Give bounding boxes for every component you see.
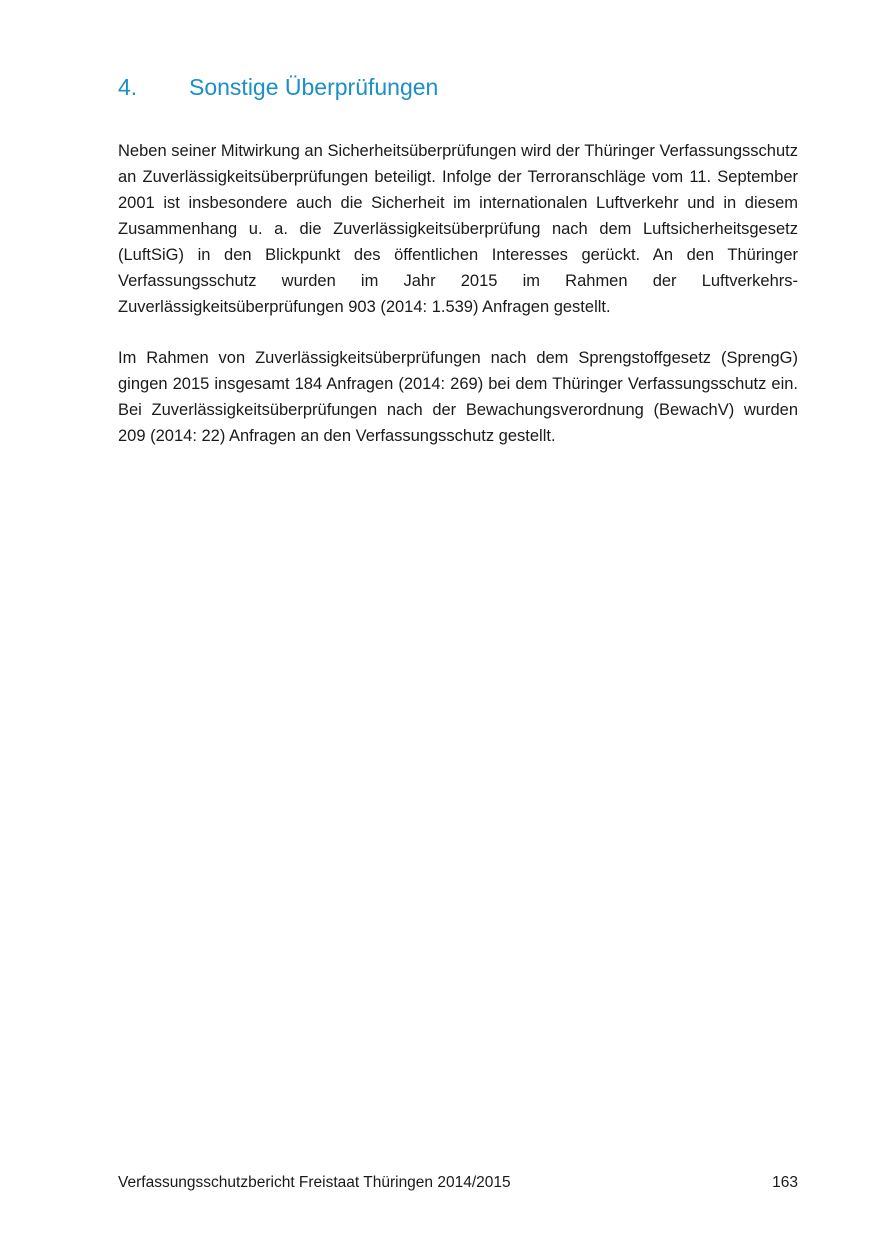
body-paragraph: Im Rahmen von Zuverlässigkeitsüberprüfungen nach dem Sprengstoffgesetz (SprengG) gingen 2015 insgesamt 184 Anfragen (2014: 269) bei dem Thüringer Verfassungsschutz ein. Bei Zuverlässigkeitsüberprüfungen nach der Bewachungsverordnung (BewachV) wurden 209 (2014: 22) Anfragen an den Verfassungsschutz gestellt. bbox=[118, 349, 798, 445]
section-number: 4. bbox=[118, 74, 138, 100]
page-number: 163 bbox=[772, 1174, 798, 1191]
footer-report-title: Verfassungsschutzbericht Freistaat Thüringen 2014/2015 bbox=[118, 1174, 511, 1191]
section-heading bbox=[118, 70, 798, 104]
body-paragraph: Neben seiner Mitwirkung an Sicherheitsüberprüfungen wird der Thüringer Verfassungsschutz an Zuverlässigkeitsüberprüfungen beteiligt. Infolge der Terroranschläge vom 11. September 2001 ist insbesondere auch die Sicherheit im internationalen Luftverkehr und in diesem Zusammenhang u. a. die Zuverlässigkeitsüberprüfung nach dem Luftsicherheitsgesetz (LuftSiG) in den Blickpunkt des öffentlichen Interesses gerückt. An den Thüringer Verfassungsschutz wurden im Jahr 2015 im Rahmen der Luftverkehrs-Zuverlässigkeitsüberprüfungen 903 (2014: 1.539) Anfragen gestellt. bbox=[118, 142, 798, 316]
page-footer bbox=[118, 1172, 798, 1194]
section-title: Sonstige Überprüfungen bbox=[189, 74, 439, 100]
